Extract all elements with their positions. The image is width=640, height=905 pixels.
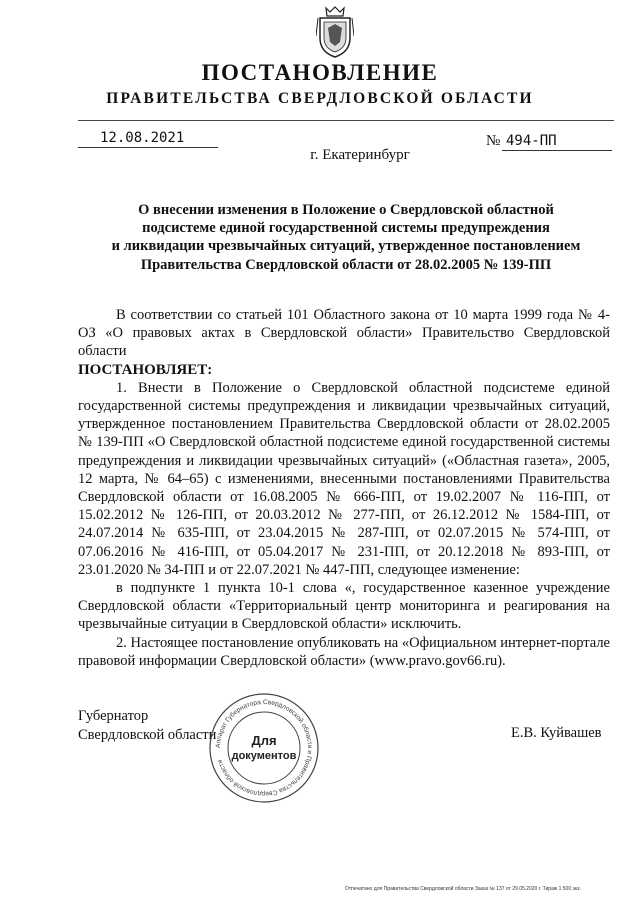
document-body <box>78 306 610 670</box>
heading-line: подсистеме единой государственной системы предупреждения <box>142 220 550 237</box>
heading-line: Правительства Свердловской области от 28.02.2005 № 139-ПП <box>140 256 552 273</box>
header-divider <box>78 120 614 121</box>
heading-line: О внесении изменения в Положение о Свердловской областной <box>138 202 554 218</box>
item-2-paragraph: 2. Настоящее постановление опубликовать на «Официальном интернет-портале правовой информации Свердловской области» (www.pravo.gov66.ru). <box>78 634 610 669</box>
stamp-center-line: Для <box>251 733 277 748</box>
number-label: № <box>486 133 501 149</box>
document-number: 494-ПП <box>506 133 557 149</box>
issuer-title: ПРАВИТЕЛЬСТВА СВЕРДЛОВСКОЙ ОБЛАСТИ <box>106 90 534 107</box>
document-type-title: ПОСТАНОВЛЕНИЕ <box>201 60 439 85</box>
signatory-position <box>78 707 216 744</box>
official-stamp <box>208 692 320 804</box>
document-heading <box>78 201 614 274</box>
position-line: Губернатор <box>78 708 149 724</box>
item-1-change-paragraph: в подпункте 1 пункта 10-1 слова «, государственное казенное учреждение Свердловской области «Территориальный центр мониторинга и реагирования на чрезвычайные ситуации в Свердловской области» исключить. <box>78 580 610 633</box>
stamp-ring-text: Аппарат Губернатора Свердловской области и Правительства Свердловской области <box>214 698 314 798</box>
decree-word: ПОСТАНОВЛЯЕТ: <box>78 361 213 378</box>
signatory-name: Е.В. Куйвашев <box>511 725 602 741</box>
preamble-paragraph: В соответствии со статьей 101 Областного закона от 10 марта 1999 года № 4-ОЗ «О правовых актах в Свердловской области» Правительство Свердловской области <box>78 307 610 360</box>
heading-line: и ликвидации чрезвычайных ситуаций, утвержденное постановлением <box>111 238 581 255</box>
document-date: 12.08.2021 <box>100 130 185 146</box>
print-footer: Отпечатано для Правительства Свердловской области Заказ № 137 от 29.05.2020 г. Тираж 1 500 экз. <box>345 886 581 892</box>
coat-of-arms-icon <box>316 6 354 58</box>
position-line: Свердловской области <box>78 726 217 743</box>
stamp-center-line: документов <box>231 750 297 762</box>
document-city: г. Екатеринбург <box>310 147 410 163</box>
item-1-paragraph: 1. Внести в Положение о Свердловской областной подсистеме единой государственной системы предупреждения и ликвидации чрезвычайных ситуаций, утвержденное постановлением Правительства Свердловской области от 28.02.2005 № 139-ПП «О Свердловской областной подсистеме единой государственной системы предупреждения и ликвидации чрезвычайных ситуаций» («Областная газета», 2005, 12 марта, № 64–65) с изменениями, внесенными постановлениями Правительства Свердловской области от 16.08.2005 № 666-ПП, от 19.02.2007 № 116-ПП, от 15.02.2012 № 126-ПП, от 20.03.2012 № 277-ПП, от 26.12.2012 № 1584-ПП, от 24.07.2014 № 635-ПП, от 23.04.2015 № 287-ПП, от 02.07.2015 № 574-ПП, от 07.06.2016 № 416-ПП, от 05.04.2017 № 231-ПП, от 20.12.2018 № 893-ПП, от 23.01.2020 № 34-ПП и от 22.07.2021 № 447-ПП, следующее изменение: <box>78 379 610 578</box>
